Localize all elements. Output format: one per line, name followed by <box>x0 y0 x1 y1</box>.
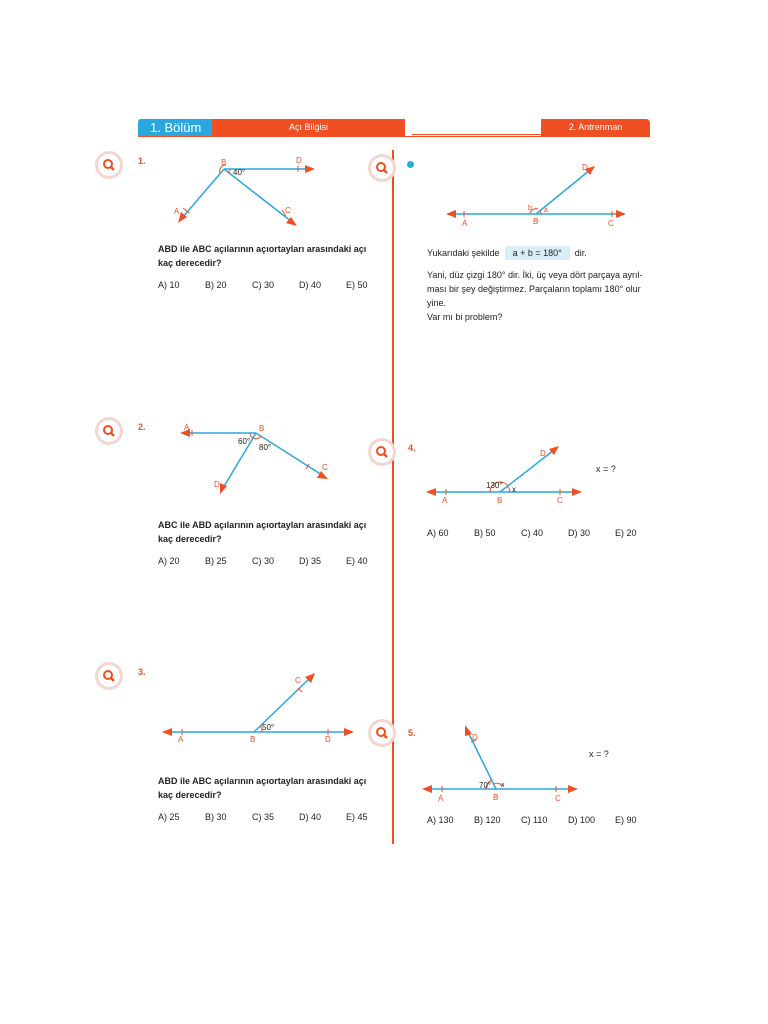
point-label: B <box>221 158 227 167</box>
q1-figure <box>160 150 330 230</box>
q5-figure <box>420 722 590 806</box>
answer-option[interactable]: B) 20 <box>205 280 227 290</box>
formula-box: a + b = 180° <box>505 246 570 260</box>
answer-option[interactable]: A) 10 <box>158 280 180 290</box>
point-label: A <box>442 496 448 505</box>
magnifier-icon[interactable] <box>371 722 393 744</box>
answer-options <box>427 815 637 825</box>
point-label: C <box>557 496 563 505</box>
question-text: ABD ile ABC açılarının açıortayları arasındaki açı kaç derecedir? <box>158 776 367 800</box>
q2-figure <box>170 420 340 500</box>
point-label: B <box>493 793 499 802</box>
point-label: C <box>285 206 291 215</box>
angle-label: x <box>501 782 505 789</box>
answer-option[interactable]: E) 45 <box>346 812 368 822</box>
answer-option[interactable]: D) 40 <box>299 280 322 290</box>
point-label: B <box>533 217 539 226</box>
answer-options <box>158 556 368 566</box>
section-badge: 1. Bölüm <box>138 119 212 136</box>
point-label: A <box>438 794 444 803</box>
answer-option[interactable]: E) 50 <box>346 280 368 290</box>
answer-option[interactable]: B) 25 <box>205 556 227 566</box>
point-label: D <box>325 735 331 744</box>
angle-label: 70° <box>479 781 492 790</box>
bullet-dot <box>407 161 414 168</box>
point-label: A <box>174 207 180 216</box>
answer-option[interactable]: D) 30 <box>568 528 591 538</box>
answer-option[interactable]: B) 30 <box>205 812 227 822</box>
angle-label: 60° <box>238 437 251 446</box>
answer-option[interactable]: D) 40 <box>299 812 322 822</box>
angle-label: 130° <box>486 481 503 490</box>
point-label: B <box>497 496 503 505</box>
point-label: D <box>296 156 302 165</box>
answer-option[interactable]: A) 25 <box>158 812 180 822</box>
info-line: Yukarıdaki şekilde a + b = 180° dir. <box>427 248 587 258</box>
point-label: C <box>608 219 614 228</box>
question-text: ABD ile ABC açılarının açıortayları arasındaki açı kaç derecedir? <box>158 244 367 268</box>
point-label: B <box>259 424 265 433</box>
topic-bar: Açı Bilgisi <box>212 119 405 136</box>
point-label: A <box>184 423 190 432</box>
magnifier-icon[interactable] <box>371 441 393 463</box>
angle-label: a <box>544 207 548 214</box>
magnifier-icon[interactable] <box>98 665 120 687</box>
question-number: 1. <box>138 156 146 166</box>
point-label: A <box>462 219 468 228</box>
angle-label: 40° <box>233 168 246 177</box>
question-ask: x = ? <box>589 749 609 759</box>
answer-option[interactable]: C) 30 <box>252 556 275 566</box>
answer-option[interactable]: A) 60 <box>427 528 449 538</box>
answer-options <box>427 528 637 538</box>
question-number: 4. <box>408 443 416 453</box>
answer-option[interactable]: C) 30 <box>252 280 275 290</box>
q4-figure <box>424 440 594 510</box>
angle-label: b <box>528 205 532 212</box>
answer-option[interactable]: C) 110 <box>521 815 548 825</box>
magnifier-icon[interactable] <box>371 157 393 179</box>
point-label: D <box>582 163 588 172</box>
answer-option[interactable]: E) 90 <box>615 815 637 825</box>
answer-option[interactable]: C) 40 <box>521 528 544 538</box>
question-ask: x = ? <box>596 464 616 474</box>
answer-option[interactable]: E) 40 <box>346 556 368 566</box>
point-label: C <box>295 676 301 685</box>
magnifier-icon[interactable] <box>98 420 120 442</box>
header-divider <box>412 134 541 135</box>
question-number: 2. <box>138 422 146 432</box>
answer-option[interactable]: B) 50 <box>474 528 496 538</box>
point-label: B <box>250 735 256 744</box>
answer-option[interactable]: C) 35 <box>252 812 275 822</box>
point-label: C <box>555 794 561 803</box>
answer-options <box>158 280 368 290</box>
question-number: 3. <box>138 667 146 677</box>
answer-option[interactable]: A) 20 <box>158 556 180 566</box>
angle-label: 80° <box>259 443 272 452</box>
question-text: ABC ile ABD açılarının açıortayları arasındaki açı kaç derecedir? <box>158 520 367 544</box>
answer-option[interactable]: B) 120 <box>474 815 501 825</box>
question-number: 5. <box>408 728 416 738</box>
point-label: A <box>178 735 184 744</box>
q3-figure <box>160 668 360 748</box>
info-paragraph: Yani, düz çizgi 180° dir. İki, üç veya dört parçaya ayrıl- ması bir şey değiştirmez. Parçaların toplamı 180° olur yine. Var mı bi problem? <box>427 270 643 322</box>
point-label: C <box>322 463 328 472</box>
magnifier-icon[interactable] <box>98 154 120 176</box>
answer-option[interactable]: D) 35 <box>299 556 322 566</box>
answer-option[interactable]: E) 20 <box>615 528 637 538</box>
answer-option[interactable]: A) 130 <box>427 815 454 825</box>
answer-option[interactable]: D) 100 <box>568 815 596 825</box>
exercise-badge: 2. Antrenman <box>541 119 650 136</box>
angle-label: 50° <box>262 723 275 732</box>
angle-label: x <box>512 485 516 494</box>
answer-options <box>158 812 368 822</box>
point-label: D <box>472 733 478 742</box>
point-label: D <box>540 449 546 458</box>
info-figure <box>444 158 634 230</box>
header-underline <box>138 136 650 137</box>
point-label: D <box>214 480 220 489</box>
